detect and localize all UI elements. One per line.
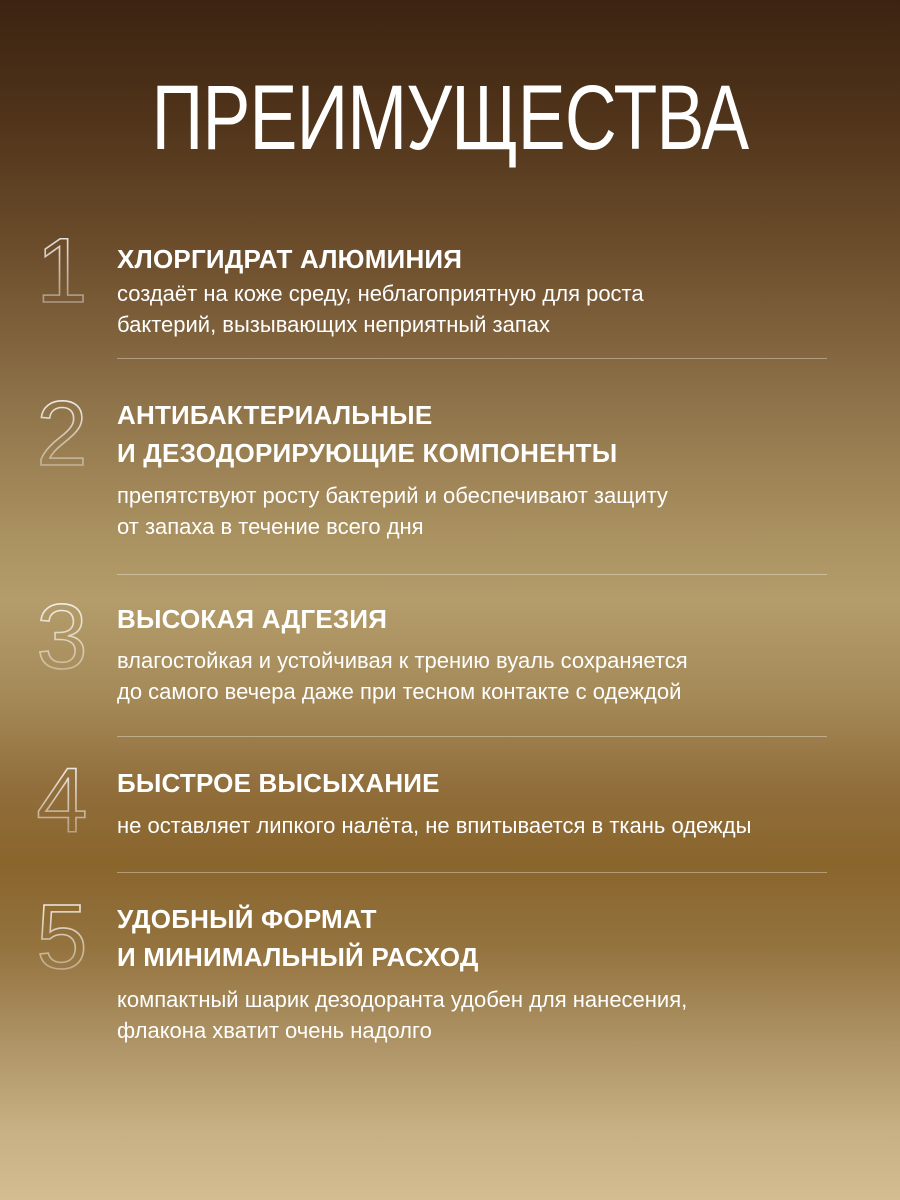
item-heading-2 bbox=[117, 396, 617, 472]
item-description-4 bbox=[117, 810, 887, 841]
number-4-icon bbox=[22, 752, 102, 842]
item-heading-line: АНТИБАКТЕРИАЛЬНЫЕ bbox=[117, 400, 433, 430]
item-heading-line: ВЫСОКАЯ АДГЕЗИЯ bbox=[117, 604, 388, 634]
number-2-icon bbox=[22, 385, 102, 475]
item-description-line: влагостойкая и устойчивая к трению вуаль сохраняется bbox=[117, 648, 688, 673]
item-heading-3 bbox=[117, 600, 387, 638]
svg-text:2: 2 bbox=[36, 385, 88, 475]
item-description-line: создаёт на коже среду, неблагоприятную для роста bbox=[117, 281, 644, 306]
item-description-1 bbox=[117, 278, 887, 340]
item-heading-line: ХЛОРГИДРАТ АЛЮМИНИЯ bbox=[117, 244, 463, 274]
svg-text:1: 1 bbox=[36, 222, 88, 312]
item-description-line: бактерий, вызывающих неприятный запах bbox=[117, 312, 551, 337]
item-description-line: препятствуют росту бактерий и обеспечивают защиту bbox=[117, 483, 668, 508]
number-5-icon bbox=[22, 888, 102, 978]
item-description-3 bbox=[117, 645, 887, 707]
item-heading-1 bbox=[117, 240, 462, 278]
item-heading-line: УДОБНЫЙ ФОРМАТ bbox=[117, 904, 377, 934]
item-description-line: флакона хватит очень надолго bbox=[117, 1018, 432, 1043]
item-heading-line: И ДЕЗОДОРИРУЮЩИЕ КОМПОНЕНТЫ bbox=[117, 438, 618, 468]
svg-text:3: 3 bbox=[36, 588, 88, 678]
svg-text:4: 4 bbox=[36, 752, 88, 842]
item-description-line: компактный шарик дезодоранта удобен для нанесения, bbox=[117, 987, 688, 1012]
item-description-2 bbox=[117, 480, 887, 542]
item-heading-5 bbox=[117, 900, 479, 976]
item-heading-line: БЫСТРОЕ ВЫСЫХАНИЕ bbox=[117, 768, 440, 798]
item-description-line: не оставляет липкого налёта, не впитывается в ткань одежды bbox=[117, 813, 752, 838]
item-description-line: от запаха в течение всего дня bbox=[117, 514, 424, 539]
item-heading-4 bbox=[117, 764, 440, 802]
divider bbox=[117, 736, 827, 737]
item-description-line: до самого вечера даже при тесном контакте с одеждой bbox=[117, 679, 682, 704]
svg-text:5: 5 bbox=[36, 888, 88, 978]
number-1-icon bbox=[22, 222, 102, 312]
number-3-icon bbox=[22, 588, 102, 678]
divider bbox=[117, 872, 827, 873]
page-title: ПРЕИМУЩЕСТВА bbox=[151, 67, 749, 169]
divider bbox=[117, 574, 827, 575]
divider bbox=[117, 358, 827, 359]
item-heading-line: И МИНИМАЛЬНЫЙ РАСХОД bbox=[117, 942, 479, 972]
item-description-5 bbox=[117, 984, 887, 1046]
